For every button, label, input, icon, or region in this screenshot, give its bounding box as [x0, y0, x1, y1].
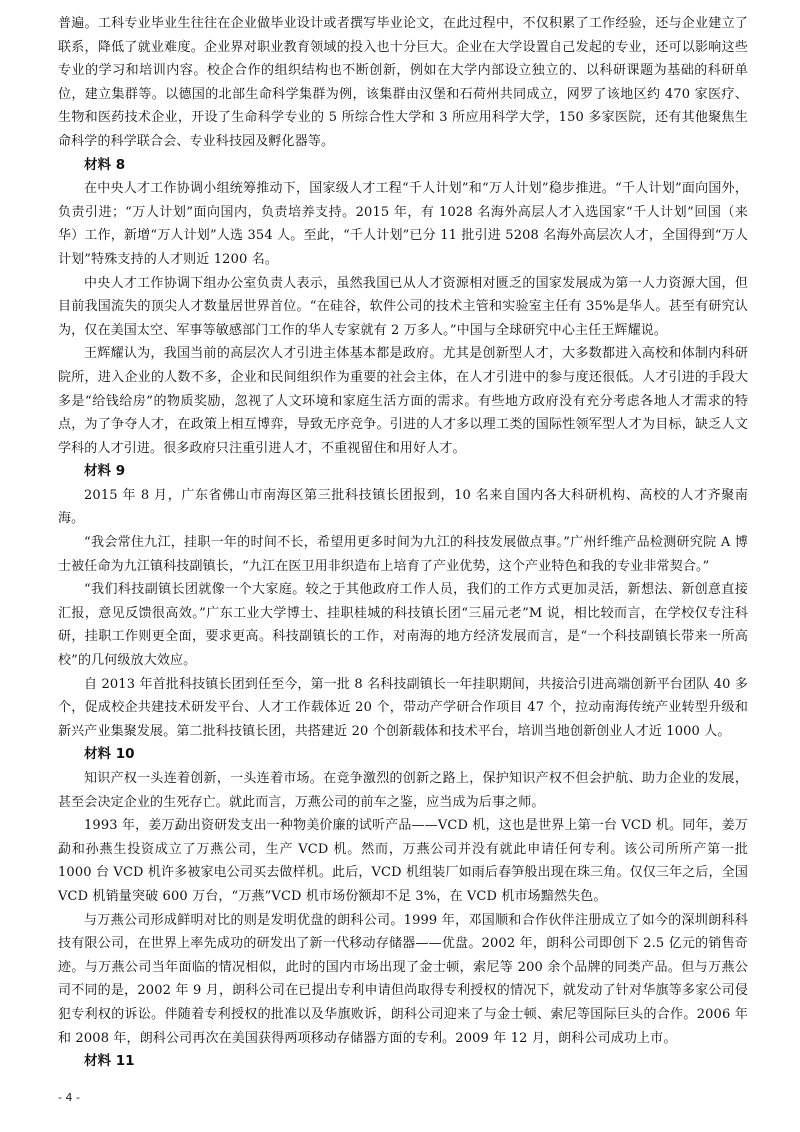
paragraph-talent-plan: 在中央人才工作协调小组统筹推动下，国家级人才工程“千人计划”和“万人计划”稳步推进。“千人计划”面向国外，负责引进；“万人计划”面向国内，负责培养支持。2015 年，有 1028 名海外高层人才入选国家“千人计划”回国（来华）工作，新增“万人计划”人选 354 人。至此，“千人计划”已分 11 批引进 5208 名海外高层次人才，全国得到“万人计划”特殊支持的人才则近 1200 名。	[58, 181, 748, 267]
heading-material-9: 材料 9	[84, 463, 126, 480]
heading-material-11: 材料 11	[84, 1053, 135, 1070]
paragraph-wanyan-story: 1993 年，姜万勐出资研发支出一种物美价廉的试听产品——VCD 机，这也是世界上第一台 VCD 机。同年，姜万勐和孙燕生投资成立了万燕公司，生产 VCD 机。然而，万燕公司并没有就此申请任何专利。该公司所所产第一批 1000 台 VCD 机许多被家电公司买去做样机。此后，VCD 机组装厂如雨后春笋般出现在珠三角。仅仅三年之后，全国 VCD 机销量突破 600 万台，“万燕”VCD 机市场份额却不足 3%，在 VCD 机市场黯然失色。	[58, 818, 748, 904]
heading-material-10: 材料 10	[84, 746, 135, 763]
document-page	[58, 12, 748, 1074]
paragraph-intro-continued: 普遍。工科专业毕业生往往在企业做毕业设计或者撰写毕业论文，在此过程中，不仅积累了工作经验，还与企业建立了联系，降低了就业难度。企业界对职业教育领域的投入也十分巨大。企业在大学设置自己发起的专业，还可以影响这些专业的学习和培训内容。校企合作的组织结构也不断创新，例如在大学内部设立独立的、以科研课题为基础的科研单位，建立集群等。以德国的北部生命科学集群为例，该集群由汉堡和石荷州共同成立，网罗了该地区约 470 家医疗、生物和医药技术企业，开设了生命科学专业的 5 所综合性大学和 3 所应用科学大学，150 多家医院，还有其他聚焦生命科学的科学联合会、专业科技园及孵化器等。	[58, 16, 748, 149]
paragraph-nanhai-report: 2015 年 8 月，广东省佛山市南海区第三批科技镇长团报到，10 名来自国内各大科研机构、高校的人才齐聚南海。	[58, 487, 748, 527]
paragraph-wang-huiyao-view: 王辉耀认为，我国当前的高层次人才引进主体基本都是政府。尤其是创新型人才，大多数都进入高校和体制内科研院所，进入企业的人数不多，企业和民间组织作为重要的社会主体，在人才引进中的参与度还很低。人才引进的手段大多是“给钱给房”的物质奖励，忽视了人文环境和家庭生活方面的需求。有些地方政府没有充分考虑各地人才需求的特点，为了争夺人才，在政策上相互博弈，导致无序竞争。引进的人才多以理工类的国际性领军型人才为目标，缺乏人文学科的人才引进。很多政府只注重引进人才，不重视留住和用好人才。	[58, 346, 748, 456]
paragraph-results: 自 2013 年首批科技镇长团到任至今，第一批 8 名科技副镇长一年挂职期间，共接洽引进高端创新平台团队 40 多个，促成校企共建技术研发平台、人才工作载体近 20 个，带动产学研合作项目 47 个，拉动南海传统产业转型升级和新兴产业集聚发展。第二批科技镇长团，共搭建近 20 个创新载体和技术平台，培训当地创新创业人才近 1000 人。	[58, 676, 748, 739]
paragraph-ip-intro: 知识产权一头连着创新，一头连着市场。在竞争激烈的创新之路上，保护知识产权不但会护航、助力企业的发展，甚至会决定企业的生死存亡。就此而言，万燕公司的前车之鉴，应当成为后事之师。	[58, 771, 748, 810]
paragraph-m-quote: “我们科技副镇长团就像一个大家庭。较之于其他政府工作人员，我们的工作方式更加灵活，新想法、新创意直接汇报，意见反馈很高效。”广东工业大学博士、挂职桂城的科技镇长团“三届元老”M 说，相比较而言，在学校仅专注科研，挂职工作则更全面，要求更高。科技副镇长的工作，对南海的地方经济发展而言，是“一个科技副镇长带来一所高校”的几何级放大效应。	[58, 582, 748, 669]
page-number: - 4 -	[58, 1091, 80, 1104]
heading-material-8: 材料 8	[84, 156, 126, 173]
paragraph-doctor-a-quote: “我会常住九江，挂职一年的时间不长，希望用更多时间为九江的科技发展做点事。”广州纤维产品检测研究院 A 博士被任命为九江镇科技副镇长，“九江在医卫用非织造布上培育了产业优势，这个产业特色和我的专业非常契合。”	[58, 535, 748, 574]
paragraph-netac-story: 与万燕公司形成鲜明对比的则是发明优盘的朗科公司。1999 年，邓国顺和合作伙伴注册成立了如今的深圳朗科科技有限公司，在世界上率先成功的研发出了新一代移动存储器——优盘。2002 年，朗科公司即创下 2.5 亿元的销售奇迹。与万燕公司当年面临的情况相似，此时的国内市场出现了金士顿，索尼等 200 余个品牌的同类产品。但与万燕公司不同的是，2002 年 9 月，朗科公司在已提出专利申请但尚取得专利授权的情况下，就发动了针对华旗等多家公司侵犯专利权的诉讼。伴随着专利授权的批准以及华旗败诉，朗科公司迎来了与金士顿、索尼等国际巨头的合作。2006 年和 2008 年，朗科公司再次在美国获得两项移动存储器方面的专利。2009 年 12 月，朗科公司成功上市。	[58, 912, 748, 1046]
paragraph-talent-loss: 中央人才工作协调下组办公室负责人表示，虽然我国已从人才资源相对匮乏的国家发展成为第一人力资源大国，但目前我国流失的顶尖人才数量居世界首位。“在硅谷，软件公司的技术主管和实验室主任有 35%是华人。甚至有研究认为，仅在美国太空、军事等敏感部门工作的华人专家就有 2 万多人。”中国与全球研究中心主任王辉耀说。	[58, 275, 748, 338]
